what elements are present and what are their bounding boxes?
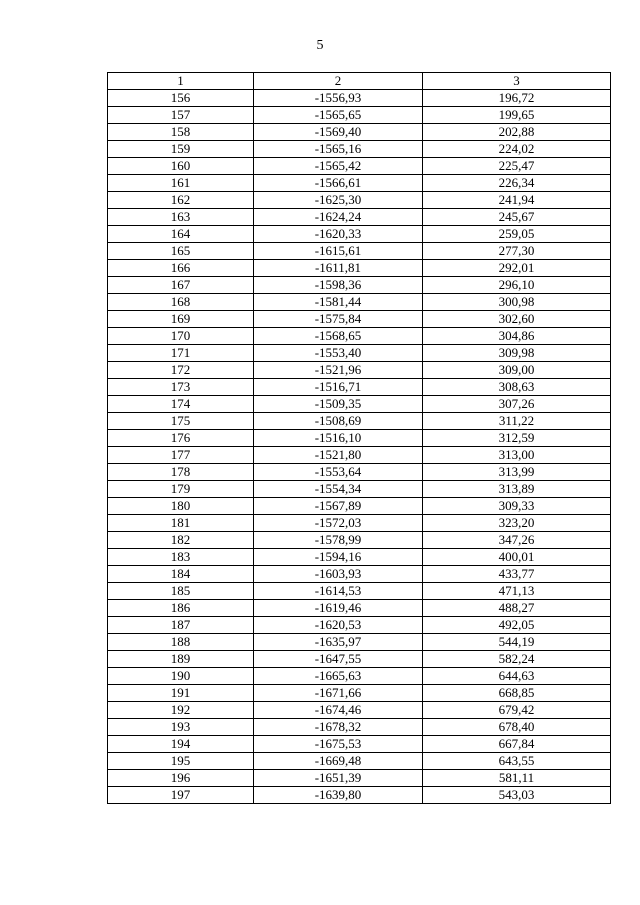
table-cell-col-3: 202,88 — [423, 124, 611, 141]
header-cell-1: 1 — [108, 73, 254, 90]
table-cell-col-1: 177 — [108, 447, 254, 464]
table-row — [108, 226, 611, 243]
table-row — [108, 413, 611, 430]
table-cell-col-3: 313,89 — [423, 481, 611, 498]
table-cell-col-2: -1508,69 — [254, 413, 423, 430]
table-cell-col-3: 259,05 — [423, 226, 611, 243]
table-row — [108, 311, 611, 328]
table-cell-col-2: -1556,93 — [254, 90, 423, 107]
table-cell-col-2: -1578,99 — [254, 532, 423, 549]
table-cell-col-3: 488,27 — [423, 600, 611, 617]
table-cell-col-1: 159 — [108, 141, 254, 158]
table-cell-col-3: 308,63 — [423, 379, 611, 396]
table-cell-col-2: -1581,44 — [254, 294, 423, 311]
table-cell-col-2: -1566,61 — [254, 175, 423, 192]
header-cell-3: 3 — [423, 73, 611, 90]
table-cell-col-3: 199,65 — [423, 107, 611, 124]
table-row — [108, 243, 611, 260]
table-cell-col-2: -1565,42 — [254, 158, 423, 175]
table-row — [108, 260, 611, 277]
table-cell-col-3: 241,94 — [423, 192, 611, 209]
table-cell-col-2: -1553,64 — [254, 464, 423, 481]
table-cell-col-2: -1572,03 — [254, 515, 423, 532]
table-cell-col-2: -1665,63 — [254, 668, 423, 685]
table-cell-col-2: -1639,80 — [254, 787, 423, 804]
table-cell-col-2: -1554,34 — [254, 481, 423, 498]
table-cell-col-2: -1521,80 — [254, 447, 423, 464]
table-cell-col-1: 181 — [108, 515, 254, 532]
table-cell-col-1: 158 — [108, 124, 254, 141]
table-cell-col-1: 160 — [108, 158, 254, 175]
table-row — [108, 651, 611, 668]
table-cell-col-1: 194 — [108, 736, 254, 753]
table-row — [108, 515, 611, 532]
table-cell-col-1: 167 — [108, 277, 254, 294]
table-cell-col-1: 180 — [108, 498, 254, 515]
table-cell-col-2: -1675,53 — [254, 736, 423, 753]
table-cell-col-2: -1674,46 — [254, 702, 423, 719]
table-cell-col-3: 678,40 — [423, 719, 611, 736]
table-cell-col-1: 171 — [108, 345, 254, 362]
table-cell-col-1: 188 — [108, 634, 254, 651]
table-cell-col-2: -1619,46 — [254, 600, 423, 617]
table-cell-col-1: 184 — [108, 566, 254, 583]
table-cell-col-1: 196 — [108, 770, 254, 787]
table-cell-col-1: 168 — [108, 294, 254, 311]
table-row — [108, 396, 611, 413]
table-row — [108, 124, 611, 141]
table-cell-col-3: 226,34 — [423, 175, 611, 192]
table-cell-col-1: 172 — [108, 362, 254, 379]
table-cell-col-1: 166 — [108, 260, 254, 277]
table-row — [108, 753, 611, 770]
table-cell-col-3: 582,24 — [423, 651, 611, 668]
table-cell-col-1: 195 — [108, 753, 254, 770]
table-cell-col-3: 492,05 — [423, 617, 611, 634]
table-row — [108, 345, 611, 362]
table-cell-col-2: -1575,84 — [254, 311, 423, 328]
table-row — [108, 668, 611, 685]
table-row — [108, 617, 611, 634]
table-row — [108, 532, 611, 549]
table-cell-col-1: 156 — [108, 90, 254, 107]
table-cell-col-1: 185 — [108, 583, 254, 600]
table-cell-col-3: 311,22 — [423, 413, 611, 430]
table-cell-col-3: 679,42 — [423, 702, 611, 719]
table-row — [108, 175, 611, 192]
table-cell-col-1: 165 — [108, 243, 254, 260]
table-cell-col-2: -1611,81 — [254, 260, 423, 277]
table-row — [108, 787, 611, 804]
table-row — [108, 294, 611, 311]
table-body — [108, 73, 611, 804]
table-row — [108, 192, 611, 209]
header-cell-2: 2 — [254, 73, 423, 90]
table-row — [108, 498, 611, 515]
table-cell-col-1: 179 — [108, 481, 254, 498]
table-cell-col-3: 224,02 — [423, 141, 611, 158]
table-cell-col-1: 178 — [108, 464, 254, 481]
table-cell-col-2: -1624,24 — [254, 209, 423, 226]
table-row — [108, 90, 611, 107]
table-row — [108, 770, 611, 787]
table-cell-col-3: 277,30 — [423, 243, 611, 260]
table-cell-col-1: 187 — [108, 617, 254, 634]
table-row — [108, 447, 611, 464]
table-cell-col-3: 309,00 — [423, 362, 611, 379]
table-cell-col-3: 307,26 — [423, 396, 611, 413]
table-cell-col-3: 302,60 — [423, 311, 611, 328]
table-cell-col-3: 292,01 — [423, 260, 611, 277]
table-cell-col-2: -1625,30 — [254, 192, 423, 209]
table-cell-col-1: 161 — [108, 175, 254, 192]
table-cell-col-2: -1671,66 — [254, 685, 423, 702]
table-cell-col-1: 169 — [108, 311, 254, 328]
table-cell-col-3: 347,26 — [423, 532, 611, 549]
table-cell-col-2: -1615,61 — [254, 243, 423, 260]
table-cell-col-3: 643,55 — [423, 753, 611, 770]
table-row — [108, 702, 611, 719]
table-cell-col-3: 313,00 — [423, 447, 611, 464]
table-cell-col-1: 182 — [108, 532, 254, 549]
table-row — [108, 107, 611, 124]
table-cell-col-2: -1569,40 — [254, 124, 423, 141]
table-row — [108, 379, 611, 396]
table-cell-col-3: 667,84 — [423, 736, 611, 753]
table-cell-col-2: -1678,32 — [254, 719, 423, 736]
table-cell-col-3: 225,47 — [423, 158, 611, 175]
table-row — [108, 362, 611, 379]
table-cell-col-2: -1614,53 — [254, 583, 423, 600]
table-cell-col-2: -1620,53 — [254, 617, 423, 634]
table-cell-col-3: 296,10 — [423, 277, 611, 294]
table-cell-col-2: -1565,16 — [254, 141, 423, 158]
table-cell-col-2: -1620,33 — [254, 226, 423, 243]
table-cell-col-1: 191 — [108, 685, 254, 702]
table-row — [108, 158, 611, 175]
table-cell-col-1: 197 — [108, 787, 254, 804]
table-cell-col-3: 644,63 — [423, 668, 611, 685]
table-row — [108, 566, 611, 583]
table-cell-col-2: -1598,36 — [254, 277, 423, 294]
table-cell-col-3: 668,85 — [423, 685, 611, 702]
table-cell-col-2: -1565,65 — [254, 107, 423, 124]
table-cell-col-3: 304,86 — [423, 328, 611, 345]
table-cell-col-1: 164 — [108, 226, 254, 243]
table-cell-col-3: 471,13 — [423, 583, 611, 600]
table-cell-col-1: 189 — [108, 651, 254, 668]
table-cell-col-3: 309,98 — [423, 345, 611, 362]
table-cell-col-2: -1568,65 — [254, 328, 423, 345]
table-cell-col-1: 174 — [108, 396, 254, 413]
table-cell-col-3: 196,72 — [423, 90, 611, 107]
table-cell-col-2: -1516,71 — [254, 379, 423, 396]
table-cell-col-3: 309,33 — [423, 498, 611, 515]
table-cell-col-3: 543,03 — [423, 787, 611, 804]
table-cell-col-2: -1553,40 — [254, 345, 423, 362]
table-cell-col-3: 323,20 — [423, 515, 611, 532]
table-cell-col-1: 170 — [108, 328, 254, 345]
table-cell-col-2: -1651,39 — [254, 770, 423, 787]
table-cell-col-2: -1669,48 — [254, 753, 423, 770]
table-cell-col-3: 312,59 — [423, 430, 611, 447]
data-table — [107, 72, 611, 804]
table-cell-col-1: 183 — [108, 549, 254, 566]
table-cell-col-1: 163 — [108, 209, 254, 226]
page-number: 5 — [316, 38, 324, 53]
table-cell-col-1: 192 — [108, 702, 254, 719]
table-cell-col-2: -1516,10 — [254, 430, 423, 447]
table-cell-col-3: 300,98 — [423, 294, 611, 311]
table-cell-col-3: 313,99 — [423, 464, 611, 481]
table-cell-col-1: 173 — [108, 379, 254, 396]
table-row — [108, 685, 611, 702]
table-row — [108, 736, 611, 753]
table-cell-col-1: 162 — [108, 192, 254, 209]
table-cell-col-3: 400,01 — [423, 549, 611, 566]
table-cell-col-1: 186 — [108, 600, 254, 617]
table-row — [108, 634, 611, 651]
table-cell-col-2: -1567,89 — [254, 498, 423, 515]
table-cell-col-2: -1521,96 — [254, 362, 423, 379]
table-cell-col-2: -1635,97 — [254, 634, 423, 651]
table-cell-col-3: 433,77 — [423, 566, 611, 583]
table-header-row — [108, 73, 611, 90]
table-cell-col-1: 157 — [108, 107, 254, 124]
table-row — [108, 209, 611, 226]
table-row — [108, 583, 611, 600]
table-row — [108, 464, 611, 481]
table-row — [108, 600, 611, 617]
table-row — [108, 328, 611, 345]
table-row — [108, 719, 611, 736]
table-cell-col-3: 544,19 — [423, 634, 611, 651]
table-cell-col-1: 193 — [108, 719, 254, 736]
table-cell-col-2: -1647,55 — [254, 651, 423, 668]
table-row — [108, 430, 611, 447]
table-cell-col-2: -1594,16 — [254, 549, 423, 566]
table-row — [108, 481, 611, 498]
table-cell-col-3: 581,11 — [423, 770, 611, 787]
table-cell-col-1: 176 — [108, 430, 254, 447]
table-row — [108, 549, 611, 566]
table-cell-col-1: 175 — [108, 413, 254, 430]
table-cell-col-2: -1509,35 — [254, 396, 423, 413]
table-row — [108, 277, 611, 294]
table-row — [108, 141, 611, 158]
table-cell-col-1: 190 — [108, 668, 254, 685]
table-cell-col-2: -1603,93 — [254, 566, 423, 583]
table-cell-col-3: 245,67 — [423, 209, 611, 226]
